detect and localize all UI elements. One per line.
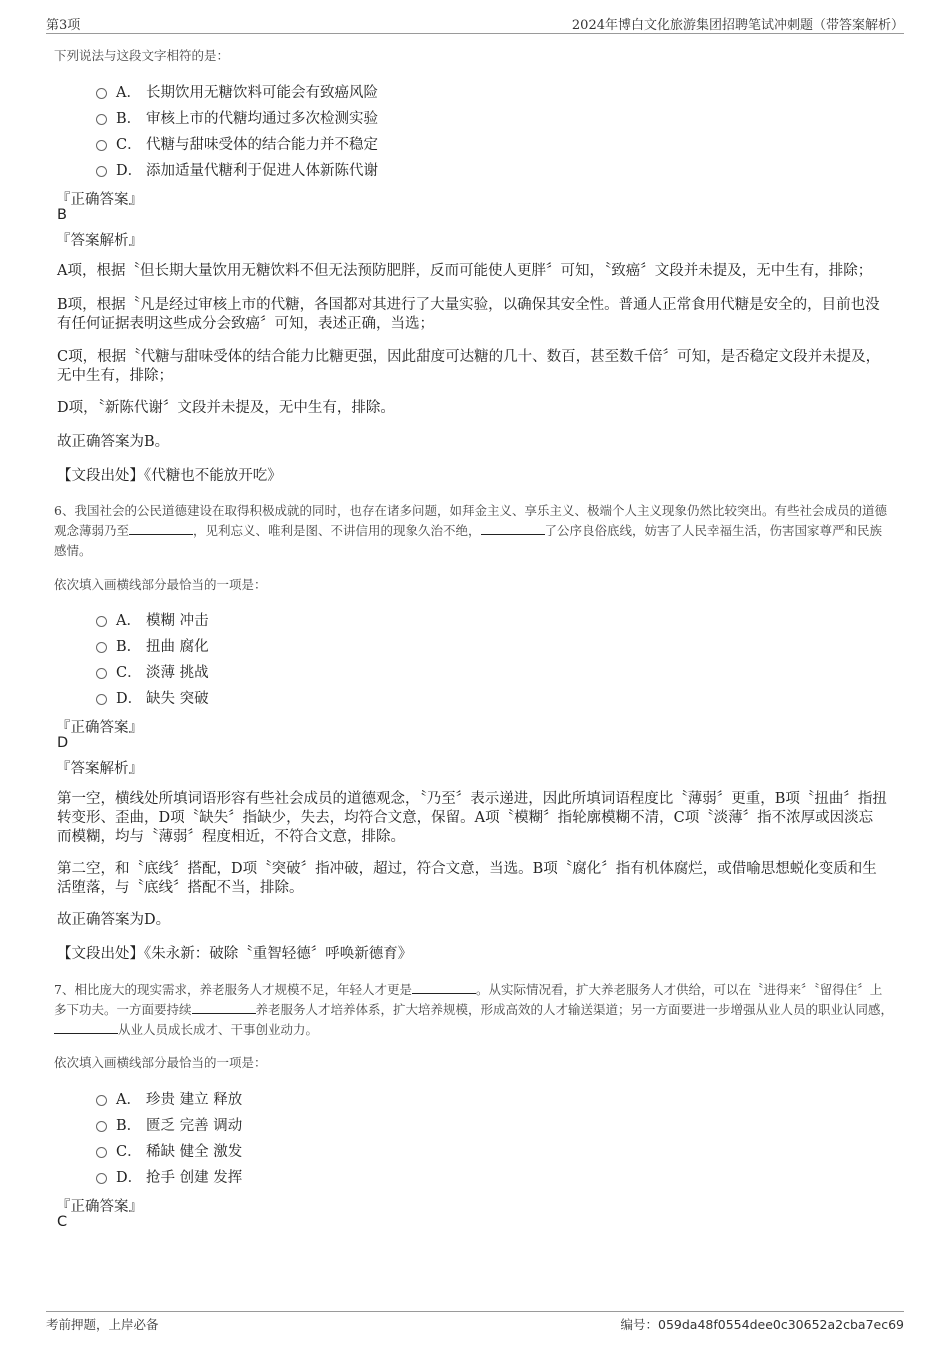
radio-icon[interactable] (96, 1147, 107, 1158)
q7-answer-label: 『正确答案』 (56, 1199, 143, 1215)
q7-options (96, 1088, 696, 1186)
q7-answer: C (57, 1214, 68, 1230)
q5-answer-label: 『正确答案』 (56, 192, 143, 208)
q5-option-a[interactable]: A． 长期饮用无糖饮料可能会有致癌风险 (96, 81, 696, 101)
q6-analysis-label: 『答案解析』 (56, 761, 143, 777)
q6-stem: 6、我国社会的公民道德建设在取得积极成就的同时，也存在诸多问题，如拜金主义、享乐主义、极端个人主义现象仍然比较突出。有些社会成员的道德观念薄弱乃至 ，见利忘义、唯利是图、不讲信用的现象久治不绝， 了公序良俗底线，妨害了人民幸福生活，伤害国家尊严和民族感情。 (54, 503, 887, 558)
q5-options (96, 81, 696, 179)
q5-analysis-b: B项，根据〝凡是经过审核上市的代糖，各国都对其进行了大量实验，以确保其安全性。普通人正常食用代糖是安全的，目前也没有任何证据表明这些成分会致癌〞可知，表述正确，当选； (57, 297, 880, 332)
radio-icon[interactable] (96, 1173, 107, 1184)
q5-option-c[interactable]: C． 代糖与甜味受体的结合能力并不稳定 (96, 133, 696, 153)
q6-answer: D (57, 735, 69, 751)
q7-prompt: 依次填入画横线部分最恰当的一项是： (54, 1055, 267, 1070)
page-label: 第3项 (46, 18, 81, 33)
radio-icon[interactable] (96, 140, 107, 151)
blank-line (129, 522, 193, 535)
blank-line (54, 1021, 118, 1034)
radio-icon[interactable] (96, 1095, 107, 1106)
q5-analysis-label: 『答案解析』 (56, 233, 143, 249)
blank-line (481, 522, 545, 535)
radio-icon[interactable] (96, 642, 107, 653)
q5-option-b[interactable]: B． 审核上市的代糖均通过多次检测实验 (96, 107, 696, 127)
page-footer (46, 1311, 904, 1332)
document-title: 2024年博白文化旅游集团招聘笔试冲刺题（带答案解析） (571, 18, 904, 33)
q6-conclusion: 故正确答案为D。 (57, 912, 171, 928)
q6-option-a[interactable]: A． 模糊 冲击 (96, 609, 696, 629)
q6-analysis-1: 第一空，横线处所填词语形容有些社会成员的道德观念，〝乃至〞表示递进，因此所填词语程度比〝薄弱〞更重，B项〝扭曲〞指扭转变形、歪曲，D项〝缺失〞指缺少，失去，均符合文意，保留。A项〝模糊〞指轮廓模糊不清，C项〝淡薄〞指不浓厚或因淡忘而模糊，均与〝薄弱〞程度相近，不符合文意，排除。 (57, 791, 887, 845)
q7-option-d[interactable]: D． 抢手 创建 发挥 (96, 1166, 696, 1186)
q6-option-d[interactable]: D． 缺失 突破 (96, 687, 696, 707)
q6-analysis-2: 第二空，和〝底线〞搭配，D项〝突破〞指冲破，超过，符合文意，当选。B项〝腐化〞指有机体腐烂，或借喻思想蜕化变质和生活堕落，与〝底线〞搭配不当，排除。 (57, 861, 877, 896)
q5-conclusion: 故正确答案为B。 (57, 434, 170, 450)
footer-slogan: 考前押题，上岸必备 (46, 1317, 159, 1332)
radio-icon[interactable] (96, 166, 107, 177)
q7-option-b[interactable]: B． 匮乏 完善 调动 (96, 1114, 696, 1134)
q5-answer: B (57, 207, 67, 223)
q6-prompt: 依次填入画横线部分最恰当的一项是： (54, 577, 267, 592)
q5-source: 【文段出处】《代糖也不能放开吃》 (57, 468, 282, 484)
footer-code: 编号：059da48f0554dee0c30652a2cba7ec69 (620, 1317, 904, 1332)
radio-icon[interactable] (96, 694, 107, 705)
q6-option-b[interactable]: B． 扭曲 腐化 (96, 635, 696, 655)
radio-icon[interactable] (96, 88, 107, 99)
blank-line (412, 981, 476, 994)
radio-icon[interactable] (96, 114, 107, 125)
q7-option-c[interactable]: C． 稀缺 健全 激发 (96, 1140, 696, 1160)
q5-analysis-c: C项，根据〝代糖与甜味受体的结合能力比糖更强，因此甜度可达糖的几十、数百，甚至数千倍〞可知，是否稳定文段并未提及，无中生有，排除； (57, 349, 881, 384)
q6-options (96, 609, 696, 707)
radio-icon[interactable] (96, 1121, 107, 1132)
page-header (46, 12, 904, 34)
q6-source: 【文段出处】《朱永新：破除〝重智轻德〞呼唤新德育》 (57, 946, 413, 962)
blank-line (192, 1001, 256, 1014)
q7-stem: 7、相比庞大的现实需求，养老服务人才规模不足，年轻人才更是 。从实际情况看，扩大养老服务人才供给，可以在〝进得来〞〝留得住〞上多下功夫。一方面要持续 养老服务人才培养体系，扩大培养规模，形成高效的人才输送渠道；另一方面要进一步增强从业人员的职业认同感，从业人员成长成才、干事创业动力。 (54, 982, 894, 1037)
q5-analysis-d: D项，〝新陈代谢〞文段并未提及，无中生有，排除。 (57, 400, 395, 416)
q6-option-c[interactable]: C． 淡薄 挑战 (96, 661, 696, 681)
radio-icon[interactable] (96, 616, 107, 627)
q5-prompt: 下列说法与这段文字相符的是： (54, 48, 230, 63)
radio-icon[interactable] (96, 668, 107, 679)
q5-option-d[interactable]: D． 添加适量代糖利于促进人体新陈代谢 (96, 159, 696, 179)
q5-analysis-a: A项，根据〝但长期大量饮用无糖饮料不但无法预防肥胖，反而可能使人更胖〞可知，〝致癌〞文段并未提及，无中生有，排除； (57, 263, 873, 279)
q7-option-a[interactable]: A． 珍贵 建立 释放 (96, 1088, 696, 1108)
q6-answer-label: 『正确答案』 (56, 720, 143, 736)
